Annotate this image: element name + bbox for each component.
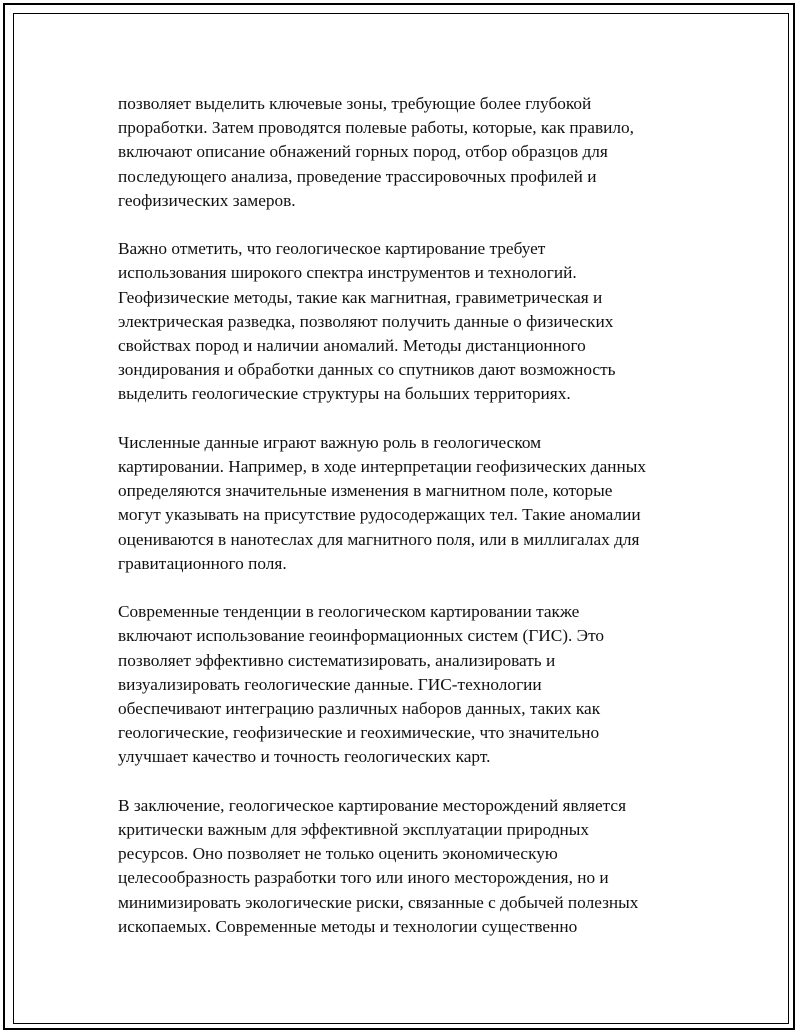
text-line: обеспечивают интеграцию различных наборов данных, таких как [118, 699, 601, 719]
text-line: электрическая разведка, позволяют получить данные о физических [118, 311, 614, 331]
text-line: геофизических замеров. [118, 190, 296, 210]
text-line: зондирования и обработки данных со спутников дают возможность [118, 360, 616, 380]
text-line: ископаемых. Современные методы и технологии существенно [118, 916, 578, 936]
text-line: могут указывать на присутствие рудосодержащих тел. Такие аномалии [118, 505, 641, 525]
text-line: проработки. Затем проводятся полевые работы, которые, как правило, [118, 118, 634, 138]
text-line: улучшает качество и точность геологических карт. [118, 747, 491, 767]
text-line: свойствах пород и наличии аномалий. Методы дистанционного [118, 336, 586, 356]
text-line: В заключение, геологическое картирование месторождений является [118, 795, 627, 815]
text-line: позволяет выделить ключевые зоны, требующие более глубокой [118, 94, 592, 113]
text-line: визуализировать геологические данные. ГИС-технологии [118, 674, 542, 694]
text-line: картировании. Например, в ходе интерпретации геофизических данных [118, 457, 647, 477]
document-body [118, 92, 698, 963]
text-line: последующего анализа, проведение трассировочных профилей и [118, 166, 597, 186]
text-line: Современные тенденции в геологическом картировании также [118, 602, 580, 622]
paragraph-4 [118, 600, 698, 769]
text-line: использования широкого спектра инструментов и технологий. [118, 263, 577, 283]
paragraph-5 [118, 794, 698, 939]
text-line: Численные данные играют важную роль в геологическом [118, 432, 542, 452]
text-line: критически важным для эффективной эксплуатации природных [118, 820, 589, 840]
text-line: Геофизические методы, такие как магнитная, гравиметрическая и [118, 287, 603, 307]
text-line: целесообразность разработки того или иного месторождения, но и [118, 868, 609, 888]
paragraph-2 [118, 237, 698, 406]
text-line: минимизировать экологические риски, связанные с добычей полезных [118, 892, 639, 912]
text-line: Важно отметить, что геологическое картирование требует [118, 239, 546, 259]
paragraph-1 [118, 92, 698, 213]
text-line: включают описание обнажений горных пород, отбор образцов для [118, 142, 608, 162]
text-line: определяются значительные изменения в магнитном поле, которые [118, 481, 613, 501]
text-line: ресурсов. Оно позволяет не только оценить экономическую [118, 844, 558, 864]
text-line: включают использование геоинформационных систем (ГИС). Это [118, 626, 605, 646]
text-line: оцениваются в нанотеслах для магнитного поля, или в миллигалах для [118, 529, 640, 549]
text-line: геологические, геофизические и геохимические, что значительно [118, 723, 600, 743]
text-line: гравитационного поля. [118, 553, 287, 573]
paragraph-3 [118, 431, 698, 576]
text-line: выделить геологические структуры на больших территориях. [118, 384, 571, 404]
text-line: позволяет эффективно систематизировать, анализировать и [118, 650, 556, 670]
